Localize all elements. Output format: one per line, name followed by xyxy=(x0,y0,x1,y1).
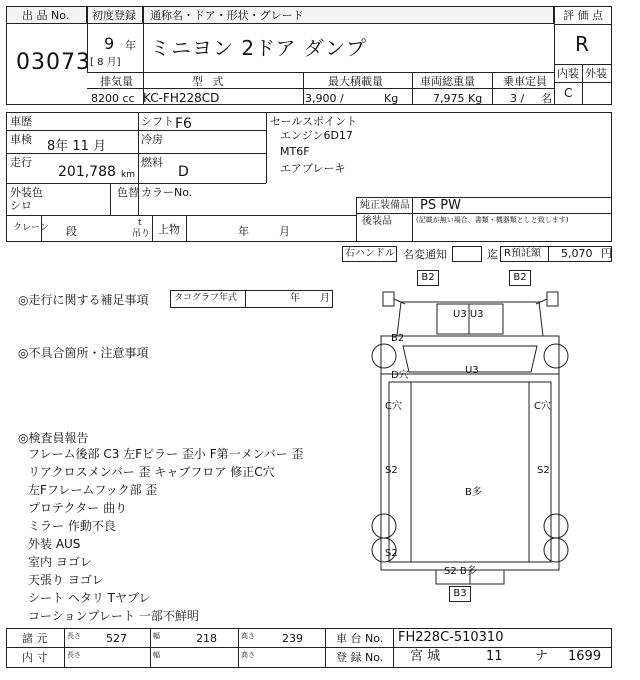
damage-mark: S2 B多 xyxy=(444,566,477,577)
divider xyxy=(554,24,612,25)
divider xyxy=(412,72,413,105)
inspection-label: 車検 xyxy=(10,133,32,146)
gross-weight-label: 車両総重量 xyxy=(420,75,475,88)
crane-year: 年 xyxy=(238,225,249,238)
footer-border xyxy=(6,628,612,668)
tachograph-year: 年 xyxy=(290,293,300,304)
first-reg-year-unit: 年 xyxy=(125,39,136,52)
first-reg-label: 初度登録 xyxy=(92,9,136,22)
damage-mark: B2 xyxy=(509,270,531,286)
mileage-label: 走行 xyxy=(10,156,32,169)
inspector-line: プロテクター 曲り xyxy=(28,501,128,515)
mileage-change-label: 名変通知 xyxy=(403,248,447,261)
damage-mark: S2 xyxy=(385,548,398,559)
divider xyxy=(412,197,413,242)
equipment-value: PS PW xyxy=(420,198,461,213)
dims-label: 諸 元 xyxy=(22,632,48,645)
divider xyxy=(110,183,111,215)
interior-grade: C xyxy=(564,86,573,100)
divider xyxy=(393,628,394,668)
sales-point: MT6F xyxy=(280,145,310,158)
lot-label: 出 品 No. xyxy=(22,9,70,22)
ac-label: 冷房 xyxy=(141,133,163,146)
defects-label: ◎不具合箇所・注意事項 xyxy=(18,346,149,360)
divider xyxy=(303,72,304,105)
reg-area: 宮 城 xyxy=(410,649,441,664)
inspector-line: リアクロスメンバー 歪 キャブフロア 修正C穴 xyxy=(28,465,275,479)
crane-month: 月 xyxy=(279,225,290,238)
aftermarket-label: 後装品 xyxy=(362,216,392,227)
color-code-label: カラーNo. xyxy=(141,186,193,199)
reg-number: 1699 xyxy=(568,649,602,664)
height-label: 高さ xyxy=(241,651,255,659)
divider xyxy=(554,6,555,105)
displacement-label: 排気量 xyxy=(100,75,133,88)
divider xyxy=(152,215,153,242)
mileage-change-box xyxy=(452,246,482,262)
divider xyxy=(582,64,583,105)
damage-mark: U3 U3 xyxy=(453,309,484,320)
damage-mark: D穴 xyxy=(391,370,409,381)
shift-label: シフト xyxy=(141,115,174,128)
inspector-label: ◎検査員報告 xyxy=(18,431,89,445)
displacement-value: 8200 cc xyxy=(91,92,135,105)
divider xyxy=(356,197,612,198)
fuel-label: 燃料 xyxy=(141,156,163,169)
sales-points-label: セールスポイント xyxy=(270,115,358,128)
first-reg-year: 9 xyxy=(104,34,115,53)
divider xyxy=(266,112,267,183)
divider xyxy=(356,213,612,214)
divider xyxy=(41,215,42,242)
aftermarket-note: (記載が無い場合、書類・機器類としと致します) xyxy=(416,216,569,224)
drive-side: 右ハンドル xyxy=(345,248,395,259)
inspection-value: 8年 11 月 xyxy=(47,139,107,154)
inner-dims-label: 内 寸 xyxy=(22,651,48,664)
damage-mark: B多 xyxy=(465,487,482,498)
vehicle-name: ミニヨン 2ドア ダンプ xyxy=(150,36,368,60)
crane-ton-top: t xyxy=(138,218,142,228)
sales-point: エンジン6D17 xyxy=(280,129,353,142)
reg-kana: ナ xyxy=(535,649,549,664)
interior-grade-label: 内装 xyxy=(557,67,579,80)
gross-weight-value: 7,975 Kg xyxy=(433,92,483,105)
grade-value: R xyxy=(575,32,589,56)
divider xyxy=(87,72,554,73)
r-unit: 円 xyxy=(601,247,612,260)
damage-mark: B3 xyxy=(449,586,471,602)
inspector-line: シート ヘタリ Tヤブレ xyxy=(28,591,151,605)
inspector-line: フレーム後部 C3 左Fピラー 歪小 F第一メンバー 歪 xyxy=(28,447,304,461)
height-value: 239 xyxy=(282,632,303,645)
crane-label: クレーン xyxy=(13,223,49,233)
inspector-line: 天張り ヨゴレ xyxy=(28,573,104,587)
damage-mark: C穴 xyxy=(534,401,551,412)
divider xyxy=(245,290,246,308)
vin-value: FH228C-510310 xyxy=(398,630,504,645)
inspector-line: ミラー 作動不良 xyxy=(28,519,116,533)
damage-mark: B2 xyxy=(391,333,405,344)
divider xyxy=(150,628,151,668)
truck-diagram xyxy=(341,266,599,620)
equipment-label: 純正装備品 xyxy=(360,200,410,211)
divider xyxy=(6,183,266,184)
r-value: 5,070 xyxy=(561,247,593,260)
divider xyxy=(6,215,356,216)
model-label: 型 式 xyxy=(192,75,227,88)
inspector-line: コーションプレート 一部不鮮明 xyxy=(28,609,199,623)
damage-mark: C穴 xyxy=(385,401,402,412)
reg-label: 登 録 No. xyxy=(336,651,384,664)
capacity-unit: 名 xyxy=(541,92,552,105)
fuel-value: D xyxy=(178,164,189,180)
divider xyxy=(186,215,187,242)
divider xyxy=(356,197,357,242)
tachograph-label: タコグラフ年式 xyxy=(174,293,238,303)
divider xyxy=(87,88,554,89)
shift-value: F6 xyxy=(175,116,192,132)
sales-point: エアブレーキ xyxy=(280,162,346,175)
vin-label: 車 台 No. xyxy=(336,632,384,645)
name-label: 通称名・ドア・形状・グレード xyxy=(150,9,304,22)
divider xyxy=(143,72,144,105)
width-value: 218 xyxy=(196,632,217,645)
divider xyxy=(6,153,266,154)
driving-notes-label: ◎走行に関する補足事項 xyxy=(18,293,149,307)
max-load-value: 3,900 / xyxy=(305,92,344,105)
crane-stage: 段 xyxy=(66,225,77,238)
first-reg-month: [ 8 月] xyxy=(90,57,121,68)
r-label: R預託額 xyxy=(504,248,541,259)
divider xyxy=(325,628,326,668)
damage-mark: B2 xyxy=(417,270,439,286)
divider xyxy=(554,82,612,83)
divider xyxy=(64,628,65,668)
divider xyxy=(138,183,139,215)
damage-mark: S2 xyxy=(385,465,398,476)
tachograph-month: 月 xyxy=(320,293,330,304)
mileage-unit: km xyxy=(121,170,135,180)
damage-mark: U3 xyxy=(465,365,479,376)
ext-color-value: シロ xyxy=(10,199,32,212)
history-label: 車歴 xyxy=(10,115,32,128)
length-label: 長さ xyxy=(67,632,81,640)
max-load-unit: Kg xyxy=(384,92,399,105)
reg-class: 11 xyxy=(486,649,503,664)
crane-top-label: 上物 xyxy=(158,223,180,236)
inspector-line: 室内 ヨゴレ xyxy=(28,555,92,569)
width-label: 幅 xyxy=(153,651,160,659)
divider xyxy=(554,64,612,65)
capacity-label: 乗車定員 xyxy=(503,75,547,88)
divider xyxy=(548,246,549,262)
length-label: 長さ xyxy=(67,651,81,659)
width-label: 幅 xyxy=(153,632,160,640)
divider xyxy=(6,647,612,648)
inspector-line: 左Fフレームフック部 歪 xyxy=(28,483,158,497)
mileage-value: 201,788 xyxy=(58,164,116,180)
lot-number: 03073 xyxy=(16,50,91,75)
length-value: 527 xyxy=(106,632,127,645)
ext-color-label: 外装色 xyxy=(10,186,43,199)
inspector-line: 外装 AUS xyxy=(28,537,81,551)
divider xyxy=(492,72,493,105)
max-load-label: 最大積載量 xyxy=(328,75,383,88)
grade-label: 評 価 点 xyxy=(563,9,603,22)
divider xyxy=(238,628,239,668)
crane-ton-bottom: 吊り xyxy=(132,229,151,239)
divider xyxy=(6,130,266,131)
exterior-grade-label: 外装 xyxy=(585,67,607,80)
color-no-label: 色替 xyxy=(117,186,139,199)
capacity-value: 3 / xyxy=(510,92,525,105)
divider xyxy=(138,112,139,183)
damage-mark: S2 xyxy=(537,465,550,476)
height-label: 高さ xyxy=(241,632,255,640)
model-value: KC-FH228CD xyxy=(143,91,220,105)
mileage-ok-label: 迄 xyxy=(487,248,498,261)
